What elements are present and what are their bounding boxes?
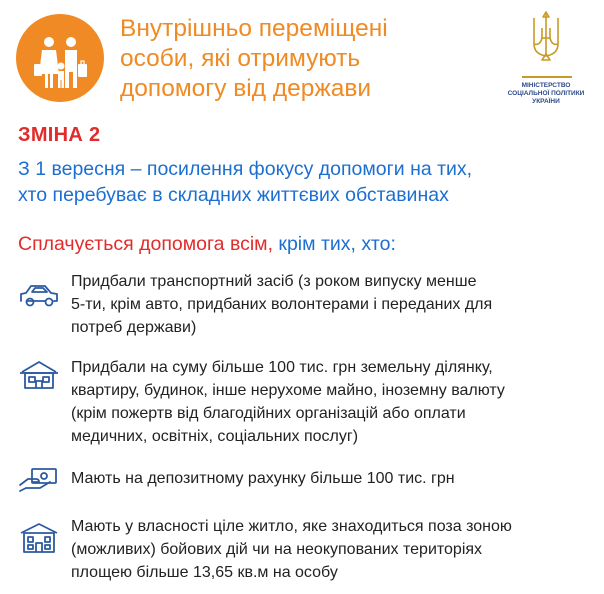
change-description-line-2: хто перебуває в складних життєвих обставинах bbox=[18, 184, 449, 206]
title-line-3: допомогу від держави bbox=[120, 75, 372, 102]
ministry-logo bbox=[500, 10, 592, 110]
intro-part-1: Сплачується допомога всім, bbox=[18, 233, 273, 255]
title-line-2: особи, які отримують bbox=[120, 45, 361, 72]
item-2-line-3: (крім пожертв від благодійних організацій або оплати bbox=[71, 405, 466, 422]
header bbox=[0, 0, 604, 110]
item-1-line-3: потреб держави) bbox=[71, 319, 197, 336]
list-item bbox=[18, 515, 593, 585]
house-icon bbox=[18, 358, 60, 392]
trident-emblem bbox=[528, 10, 564, 70]
list-item bbox=[18, 467, 593, 497]
item-4-line-1: Мають у власності ціле житло, яке знаходиться поза зоною bbox=[71, 518, 512, 535]
item-2-line-2: квартиру, будинок, інше нерухоме майно, іноземну валюту bbox=[71, 382, 505, 399]
item-2-line-4: медичних, освітніх, соціальних послуг) bbox=[71, 428, 359, 445]
item-text bbox=[71, 270, 581, 339]
ministry-name-line-1: МІНІСТЕРСТВО bbox=[521, 82, 571, 89]
list-item bbox=[18, 356, 593, 450]
item-4-line-3: площею більше 13,65 кв.м на особу bbox=[71, 564, 338, 581]
car-icon bbox=[18, 278, 60, 312]
building-icon bbox=[18, 521, 60, 555]
item-2-line-1: Придбали на суму більше 100 тис. грн земельну ділянку, bbox=[71, 359, 493, 376]
item-text bbox=[71, 515, 581, 584]
item-1-line-2: 5-ти, крім авто, придбаних волонтерами і переданих для bbox=[71, 296, 493, 313]
item-4-line-2: (можливих) бойових дій чи на неокупованих територіях bbox=[71, 541, 483, 558]
ministry-divider bbox=[522, 76, 572, 78]
ministry-name-line-3: УКРАЇНИ bbox=[532, 98, 560, 105]
title-line-1: Внутрішньо переміщені bbox=[120, 15, 388, 42]
ministry-name bbox=[500, 82, 592, 106]
list-item bbox=[18, 270, 593, 340]
ministry-name-line-2: СОЦІАЛЬНОЇ ПОЛІТИКИ bbox=[507, 90, 585, 97]
hand-money-icon bbox=[18, 463, 60, 497]
item-1-line-1: Придбали транспортний засіб (з роком випуску менше bbox=[71, 273, 477, 290]
intro-heading bbox=[18, 231, 396, 257]
change-description bbox=[18, 156, 598, 208]
page-title bbox=[120, 14, 450, 104]
item-3-line-1: Мають на депозитному рахунку більше 100 тис. грн bbox=[71, 470, 455, 487]
item-text bbox=[71, 467, 581, 490]
change-description-line-1: З 1 вересня – посилення фокусу допомоги на тих, bbox=[18, 158, 473, 180]
family-with-bags-icon bbox=[16, 14, 104, 102]
intro-part-2: крім тих, хто: bbox=[273, 233, 396, 255]
item-text bbox=[71, 356, 581, 448]
change-label: ЗМІНА 2 bbox=[18, 124, 101, 146]
